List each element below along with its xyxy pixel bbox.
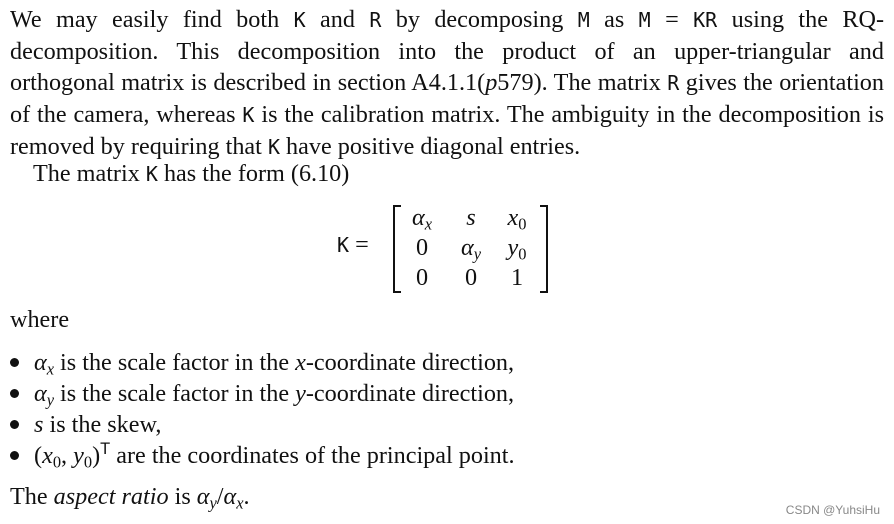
list-item xyxy=(10,378,515,409)
symbol-K: K xyxy=(293,8,306,32)
math-sub: 0 xyxy=(52,452,62,472)
text: by decomposing xyxy=(381,6,578,33)
cell-sub: 0 xyxy=(518,244,527,264)
math-sub: y xyxy=(46,390,54,410)
math-symbol: s xyxy=(34,411,44,438)
matrix-cell xyxy=(448,202,494,233)
text: and xyxy=(305,6,370,33)
math-symbol: α xyxy=(34,349,47,376)
cell-base: α xyxy=(461,234,474,261)
paren: ) xyxy=(92,442,101,469)
cell-base: 0 xyxy=(415,264,429,291)
text: as xyxy=(589,6,639,33)
text: are the coordinates of the principal point. xyxy=(110,442,515,469)
list-item xyxy=(10,409,515,440)
cell-base: y xyxy=(507,234,519,261)
math-symbol: α xyxy=(223,483,237,510)
paragraph-matrix-form xyxy=(33,158,349,190)
equals-sign: = xyxy=(650,6,694,33)
matrix-cell xyxy=(399,232,445,263)
text: using the RQ-decomposition. This decomposition into the product of an upper-triangular and orthogonal matrix is described in section A4.1.1( xyxy=(10,6,885,96)
slash: / xyxy=(216,483,224,510)
list-item xyxy=(10,347,515,378)
cell-base: x xyxy=(507,204,519,231)
text: The xyxy=(10,483,54,510)
text: is the scale factor in the xyxy=(54,380,296,407)
cell-base: α xyxy=(412,204,425,231)
text: The matrix xyxy=(33,160,146,187)
math-sub: x xyxy=(236,493,244,513)
symbol-KR: KR xyxy=(693,8,718,32)
cell-sub: x xyxy=(424,214,432,234)
paren: ( xyxy=(34,442,43,469)
matrix-cell xyxy=(448,262,494,293)
equals-sign: = xyxy=(349,231,369,258)
text: is the skew, xyxy=(43,411,162,438)
cell-sub: 0 xyxy=(518,214,527,234)
math-var: x xyxy=(295,349,306,376)
text: -coordinate direction, xyxy=(305,349,515,376)
cell-base: s xyxy=(466,204,476,231)
text: ). The matrix xyxy=(533,69,668,96)
math-symbol: α xyxy=(34,380,47,407)
page-ref-prefix: p xyxy=(485,69,498,96)
cell-base: 0 xyxy=(464,264,478,291)
bullet-icon xyxy=(10,389,19,398)
math-var: y xyxy=(295,380,306,407)
matrix-cell xyxy=(494,202,540,233)
paragraph-decomposition xyxy=(10,4,884,163)
math-var: x xyxy=(42,442,53,469)
symbol-K: K xyxy=(242,103,255,127)
cell-sub: y xyxy=(473,244,481,264)
text: We may easily find both xyxy=(10,6,294,33)
symbol-M: M xyxy=(638,8,651,32)
matrix-cell xyxy=(494,232,540,263)
text: gives the orientation of the camera, whereas xyxy=(10,69,884,128)
bullet-icon xyxy=(10,451,19,460)
equation-lhs xyxy=(337,229,369,261)
math-sub: x xyxy=(46,359,54,379)
symbol-R: R xyxy=(667,71,680,95)
matrix-cell xyxy=(448,232,494,263)
math-symbol: α xyxy=(196,483,210,510)
matrix-cell xyxy=(399,202,445,233)
symbol-K: K xyxy=(337,233,350,257)
cell-base: 0 xyxy=(415,234,429,261)
watermark: CSDN @YuhsiHu xyxy=(785,503,880,517)
text: . xyxy=(243,483,250,510)
symbol-K: K xyxy=(145,162,158,186)
math-sub: 0 xyxy=(83,452,93,472)
text: is the scale factor in the xyxy=(54,349,296,376)
math-sub: y xyxy=(209,493,217,513)
text: have positive diagonal entries. xyxy=(279,133,581,160)
transpose-sup: T xyxy=(100,439,111,458)
aspect-ratio-sentence xyxy=(10,481,250,512)
matrix-right-bracket xyxy=(540,205,548,293)
text: is the calibration matrix. The ambiguity in the decomposition is removed by requiring that xyxy=(10,101,884,160)
symbol-K: K xyxy=(267,135,280,159)
bullet-icon xyxy=(10,358,19,367)
text: has the form (6.10) xyxy=(157,160,350,187)
definition-list xyxy=(10,347,515,471)
text: is xyxy=(168,483,197,510)
matrix-cell xyxy=(399,262,445,293)
text: -coordinate direction, xyxy=(305,380,515,407)
where-label: where xyxy=(10,306,70,333)
list-item xyxy=(10,440,515,471)
cell-base: 1 xyxy=(510,264,524,291)
term-aspect-ratio: aspect ratio xyxy=(53,483,169,510)
matrix-cell xyxy=(494,262,540,293)
bullet-icon xyxy=(10,420,19,429)
math-var: y xyxy=(73,442,84,469)
page-ref-number: 579 xyxy=(497,69,534,96)
symbol-R: R xyxy=(369,8,382,32)
comma: , xyxy=(61,442,74,469)
symbol-M: M xyxy=(577,8,590,32)
